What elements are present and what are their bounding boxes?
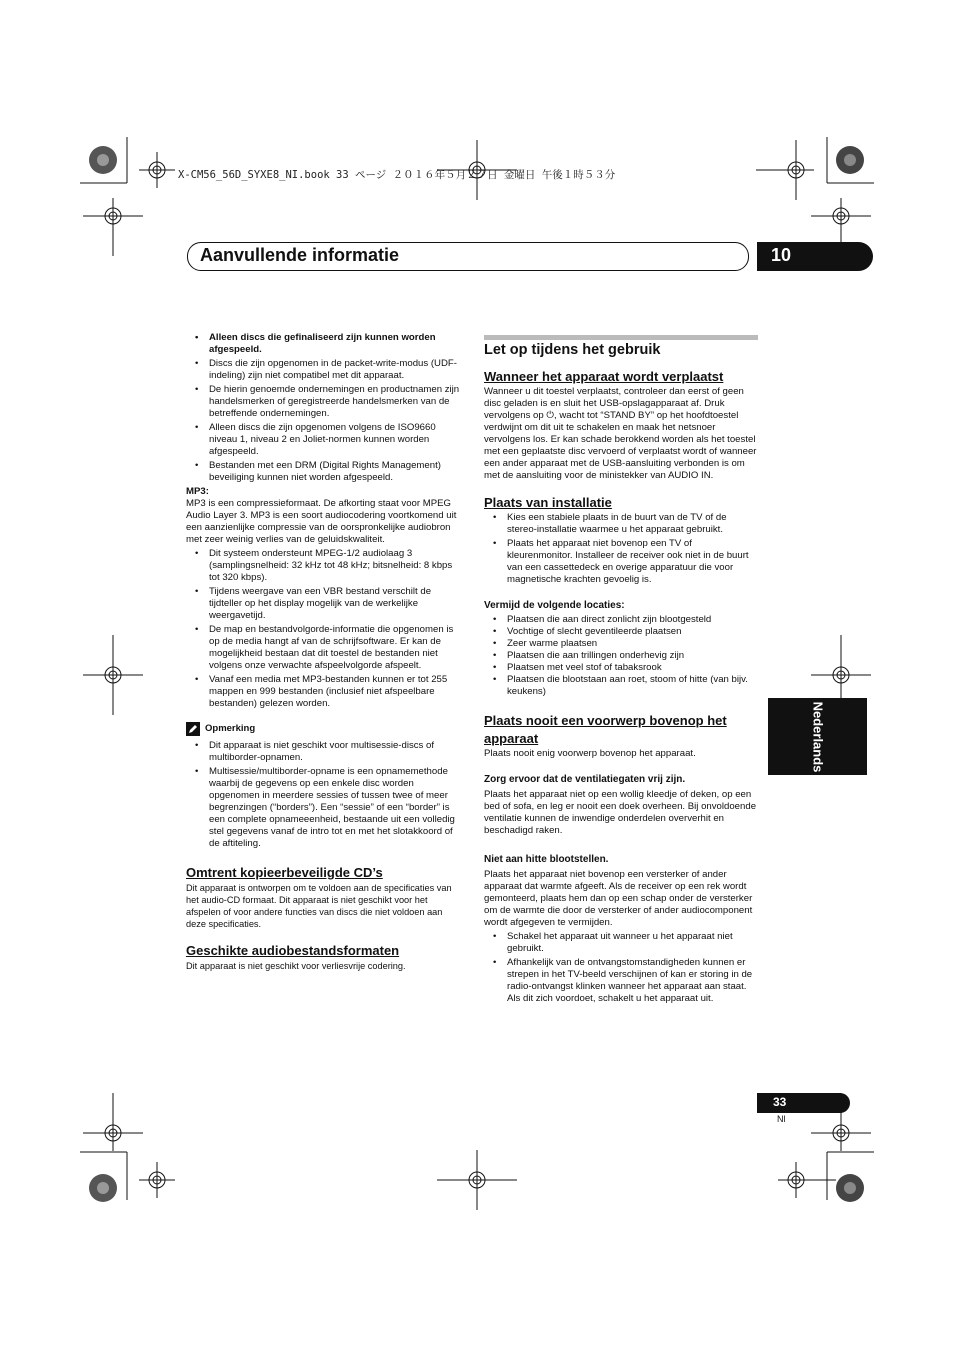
list-item: • Plaatsen die aan trillingen onderhevig zijn <box>493 650 685 661</box>
list-item: • Plaats het apparaat niet bovenop een TV of kleurenmonitor. Installeer de receiver ook niet in de buurt van een cassettedeck en overige apparatuur die voor magnetische krachten gevoelig is. <box>493 538 749 585</box>
noobject-heading: Plaats nooit een voorwerp bovenop het apparaat <box>484 713 727 746</box>
copy-heading: Omtrent kopieerbeveiligde CD’s <box>186 865 383 880</box>
install-bullets <box>484 512 758 586</box>
page-number: 33 <box>773 1095 787 1109</box>
list-item: • Tijdens weergave van een VBR bestand verschilt de tijdteller op het display mogelijk van de werkelijke weergavetijd. <box>195 586 432 621</box>
list-item: • Alleen discs die zijn opgenomen volgens de ISO9660 niveau 1, niveau 2 en Joliet-normen kunnen worden afgespeeld. <box>195 422 436 457</box>
list-item: • Alleen discs die gefinaliseerd zijn kunnen worden afgespeeld. <box>195 332 436 355</box>
list-item: • Afhankelijk van de ontvangstomstandigheden kunnen er strepen in het TV-beeld verschijnen of kan er storing in de radio-ontvangst klinken wanneer het apparaat aan staat. Als dit zich voordoet, schakelt u het apparaat uit. <box>493 957 753 1004</box>
list-item: • Schakel het apparaat uit wanneer u het apparaat niet gebruikt. <box>493 931 733 954</box>
move-text: Wanneer u dit toestel verplaatst, controleer dan eerst of geen disc geladen is en sluit het USB-opslagapparaat af. Druk vervolgens op ⏻, wacht tot “STAND BY” op het hoofdtoestel verdwijnt om dit uit te schakelen en maak het netsnoer vervolgens los. Er kan schade berokkend worden als het toestel met een geplaatste disc vervoerd of verplaatst wordt of wanneer een ander apparaat met de USB-aansluiting verbonden is om met de aansluiting voor de ministekker van AUDIO IN. <box>484 386 757 481</box>
language-tab <box>768 698 867 775</box>
noobject-text: Plaats nooit enig voorwerp bovenop het apparaat. <box>484 748 696 759</box>
chapter-badge <box>757 242 873 271</box>
list-item: • Plaatsen met veel stof of tabaksrook <box>493 662 662 673</box>
mp3-text: MP3 is een compressieformaat. De afkorting staat voor MPEG Audio Layer 3. MP3 is een soort audiocodering voortkomend uit een aanzienlijke compressie van de oorspronkelijke audiobron met zeer weinig verlies van de geluidskwaliteit. <box>186 498 457 545</box>
install-heading: Plaats van installatie <box>484 495 612 510</box>
page-lang: Nl <box>777 1114 786 1124</box>
right-column <box>484 335 758 1007</box>
list-item: • Plaatsen die blootstaan aan roet, stoom of hitte (van bijv. keukens) <box>493 674 748 697</box>
vent-text: Plaats het apparaat niet op een wollig kleedje of deken, op een bed of sofa, en leg er nooit een doek overheen. Bij onvoldoende ventilatie kunnen de inwendige onderdelen oververhit en beschadigd raken. <box>484 789 757 836</box>
formats-heading: Geschikte audiobestandsformaten <box>186 943 400 958</box>
list-item: • Multisessie/multiborder-opname is een opnamemethode waarbij de gegevens op een enkele disc worden opgenomen in meerdere sessies of tussen twee of meer begrenzingen (“borders”). Een “sessie” of een “border” is een complete opnameeenheid, bestaande uit een volledig stel gegevens vanaf de intro tot en met het slotakkoord of de aftiteling. <box>195 766 455 849</box>
list-item: • Bestanden met een DRM (Digital Rights Management) beveiliging kunnen niet worden afgespeeld. <box>195 460 441 483</box>
vent-heading: Zorg ervoor dat de ventilatiegaten vrij zijn. <box>484 774 686 785</box>
list-item: • Zeer warme plaatsen <box>493 638 598 649</box>
section-heading: Let op tijdens het gebruik <box>484 342 661 358</box>
page-title: Aanvullende informatie <box>200 245 400 265</box>
note-icon <box>186 722 200 736</box>
list-item: • Vochtige of slecht geventileerde plaatsen <box>493 626 682 637</box>
move-heading: Wanneer het apparaat wordt verplaatst <box>484 369 724 384</box>
mp3-bullets <box>186 548 460 710</box>
mp3-heading: MP3: <box>186 486 209 497</box>
list-item: • Discs die zijn opgenomen in de packet-write-modus (UDF-indeling) zijn niet compatibel met dit apparaat. <box>195 358 457 381</box>
list-item: • Kies een stabiele plaats in de buurt van de TV of de stereo-installatie waarmee u het apparaat gebruikt. <box>493 512 727 535</box>
list-item: • Plaatsen die aan direct zonlicht zijn blootgesteld <box>493 614 712 625</box>
note-header <box>186 722 460 736</box>
list-item: • De hierin genoemde ondernemingen en productnamen zijn handelsmerken of geregistreerde handelsmerken van de betreffende ondernemingen. <box>195 384 460 419</box>
page-number-badge <box>757 1093 850 1113</box>
section-rule <box>484 335 758 340</box>
note-bullets <box>186 740 460 850</box>
language-label: Nederlands <box>810 701 825 772</box>
formats-text: Dit apparaat is niet geschikt voor verliesvrije codering. <box>186 961 406 971</box>
print-meta: X-CM56_56D_SYXE8_NI.book 33 ページ ２０１６年５月２７日 金曜日 午後１時５３分 <box>178 169 616 181</box>
avoid-bullets <box>484 614 758 698</box>
list-item: • De map en bestandvolgorde-informatie die opgenomen is op de media hangt af van de schrijfsoftware. Er kan de mogelijkheid bestaan dat dit toestel de bestanden niet volgens onze verwachte afspeelvolgorde afspeelt. <box>195 624 454 671</box>
list-item: • Vanaf een media met MP3-bestanden kunnen er tot 255 mappen en 999 bestanden (inclusief niet afspeelbare bestanden) gelezen worden. <box>195 674 448 709</box>
heat-heading: Niet aan hitte blootstellen. <box>484 854 609 865</box>
note-heading: Opmerking <box>205 723 256 734</box>
left-column <box>186 332 460 972</box>
copy-text: Dit apparaat is ontworpen om te voldoen aan de specificaties van het audio-CD formaat. Dit apparaat is niet geschikt voor het afspelen of voor andere functies van discs die niet voldoen aan deze specificaties. <box>186 883 452 929</box>
disc-bullets <box>186 332 460 484</box>
chapter-number: 10 <box>771 245 792 265</box>
list-item: • Dit apparaat is niet geschikt voor multisessie-discs of multiborder-opnamen. <box>195 740 435 763</box>
avoid-heading: Vermijd de volgende locaties: <box>484 600 625 611</box>
power-icon: ⏻ <box>546 410 554 421</box>
list-item: • Dit systeem ondersteunt MPEG-1/2 audiolaag 3 (samplingsnelheid: 32 kHz tot 48 kHz; bitsnelheid: 8 kbps tot 320 kbps). <box>195 548 453 583</box>
heat-text: Plaats het apparaat niet bovenop een versterker of ander apparaat dat warmte afgeeft. Als de receiver op een rek wordt gemonteerd, plaats hem dan op een schap onder de versterker om de warmte die door de versterker of ander audiocomponent wordt afgegeven te vermijden. <box>484 869 753 928</box>
heat-bullets <box>484 931 758 1005</box>
